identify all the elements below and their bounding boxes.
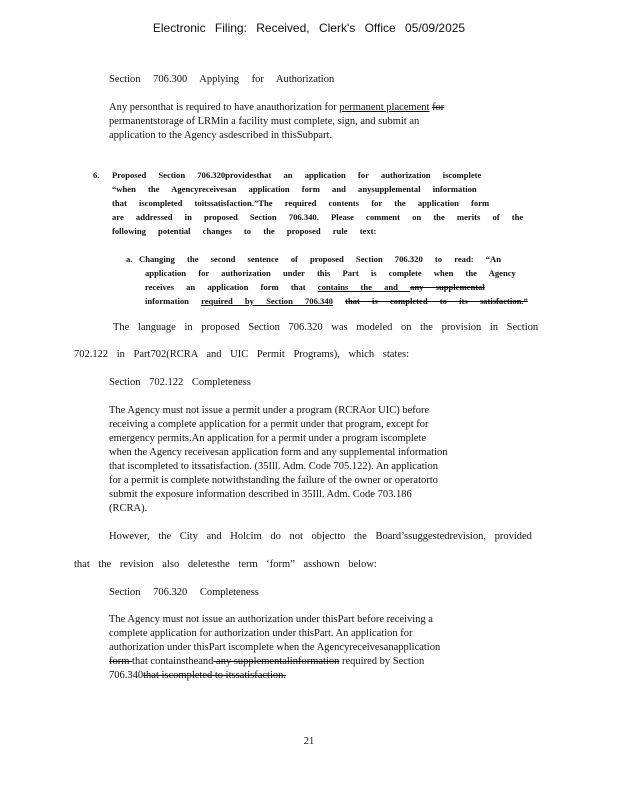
text-run: that containstheand (132, 656, 214, 667)
section-706-320-line-1: The Agency must not issue an authorization under thisPart before receiving a (109, 614, 433, 625)
section-706-300-line-1 (109, 101, 444, 114)
item-6-line-5: following potential changes to the proposed rule text: (112, 226, 377, 236)
section-706-300-line-2: permanentstorage of LRMin a facility must complete, sign, and submit an (109, 116, 420, 127)
item-6-line-1: Proposed Section 706.320providesthat an application for authorization iscomplete (112, 170, 482, 180)
paragraph-1-line-2: 702.122 in Part702(RCRA and UIC Permit Programs), which states: (74, 349, 409, 360)
section-706-320-line-5 (109, 669, 286, 682)
underlined-insertion: required by Section 706.340 (201, 296, 333, 306)
underlined-insertion: permanent placement (339, 102, 430, 113)
struck-deletion: any supplementalinformation (213, 656, 340, 667)
section-706-320-line-4 (109, 655, 424, 668)
section-706-300-heading: Section 706.300 Applying for Authorization (109, 74, 335, 85)
underlined-insertion: contains the and (317, 282, 411, 292)
text-run: information (145, 296, 202, 306)
item-a-line-3 (145, 281, 485, 294)
section-702-122-line-7: submit the exposure information described in 35Ill. Adm. Code 703.186 (109, 489, 412, 500)
paragraph-2-line-1: However, the City and Holcim do not objectto the Board’ssuggestedrevision, provided (109, 531, 532, 542)
section-706-320-line-2: complete application for authorization under thisPart. An application for (109, 628, 413, 639)
item-a-line-2: application for authorization under this Part is complete when the Agency (145, 268, 516, 278)
item-a-letter: a. (126, 254, 133, 264)
section-702-122-line-5: that iscompleted to itssatisfaction. (35Ill. Adm. Code 705.122). An application (109, 461, 438, 472)
item-6-line-3: that iscompleted toitssatisfaction.”The required contents for the application form (112, 198, 490, 208)
text-run: receives an application form that (145, 282, 318, 292)
section-706-320-heading: Section 706.320 Completeness (109, 587, 259, 598)
item-6-line-2: “when the Agencyreceivesan application form and anysupplemental information (112, 184, 477, 194)
struck-deletion: that iscompleted to itssatisfaction. (143, 670, 287, 681)
text-run (333, 296, 345, 306)
text-run: required by Section (339, 656, 425, 667)
filing-stamp-header: Electronic Filing: Received, Clerk's Office 05/09/2025 (152, 21, 466, 35)
paragraph-2-line-2: that the revision also deletesthe term ‘form” asshown below: (74, 559, 377, 570)
paragraph-1-line-1: The language in proposed Section 706.320 was modeled on the provision in Section (113, 322, 539, 333)
section-702-122-line-1: The Agency must not issue a permit under a program (RCRAor UIC) before (109, 405, 430, 416)
text-run: 706.340 (109, 670, 144, 681)
text-run: Any personthat is required to have anauthorization for (109, 102, 340, 113)
section-702-122-line-8: (RCRA). (109, 503, 148, 514)
struck-deletion: for (432, 102, 445, 113)
page-number: 21 (303, 736, 315, 747)
item-6-line-4: are addressed in proposed Section 706.340. Please comment on the merits of the (112, 212, 524, 222)
section-702-122-line-6: for a permit is complete notwithstanding the failure of the owner or operatorto (109, 475, 438, 486)
section-702-122-line-2: receiving a complete application for a permit under that program, except for (109, 419, 429, 430)
section-702-122-heading: Section 702.122 Completeness (109, 377, 251, 388)
struck-deletion: any supplemental (410, 282, 485, 292)
section-702-122-line-3: emergency permits.An application for a permit under a program iscomplete (109, 433, 427, 444)
struck-deletion: that is completed to its satisfaction.” (345, 296, 528, 306)
item-6-number: 6. (93, 170, 100, 180)
section-706-320-line-3: authorization under thisPart iscomplete when the Agencyreceivesanapplication (109, 642, 441, 653)
section-706-300-line-3: application to the Agency asdescribed in thisSubpart. (109, 130, 333, 141)
section-702-122-line-4: when the Agency receivesan application form and any supplemental information (109, 447, 448, 458)
item-a-line-4 (145, 295, 528, 308)
struck-deletion: form (109, 656, 133, 667)
item-a-line-1: Changing the second sentence of proposed Section 706.320 to read: “An (139, 254, 502, 264)
